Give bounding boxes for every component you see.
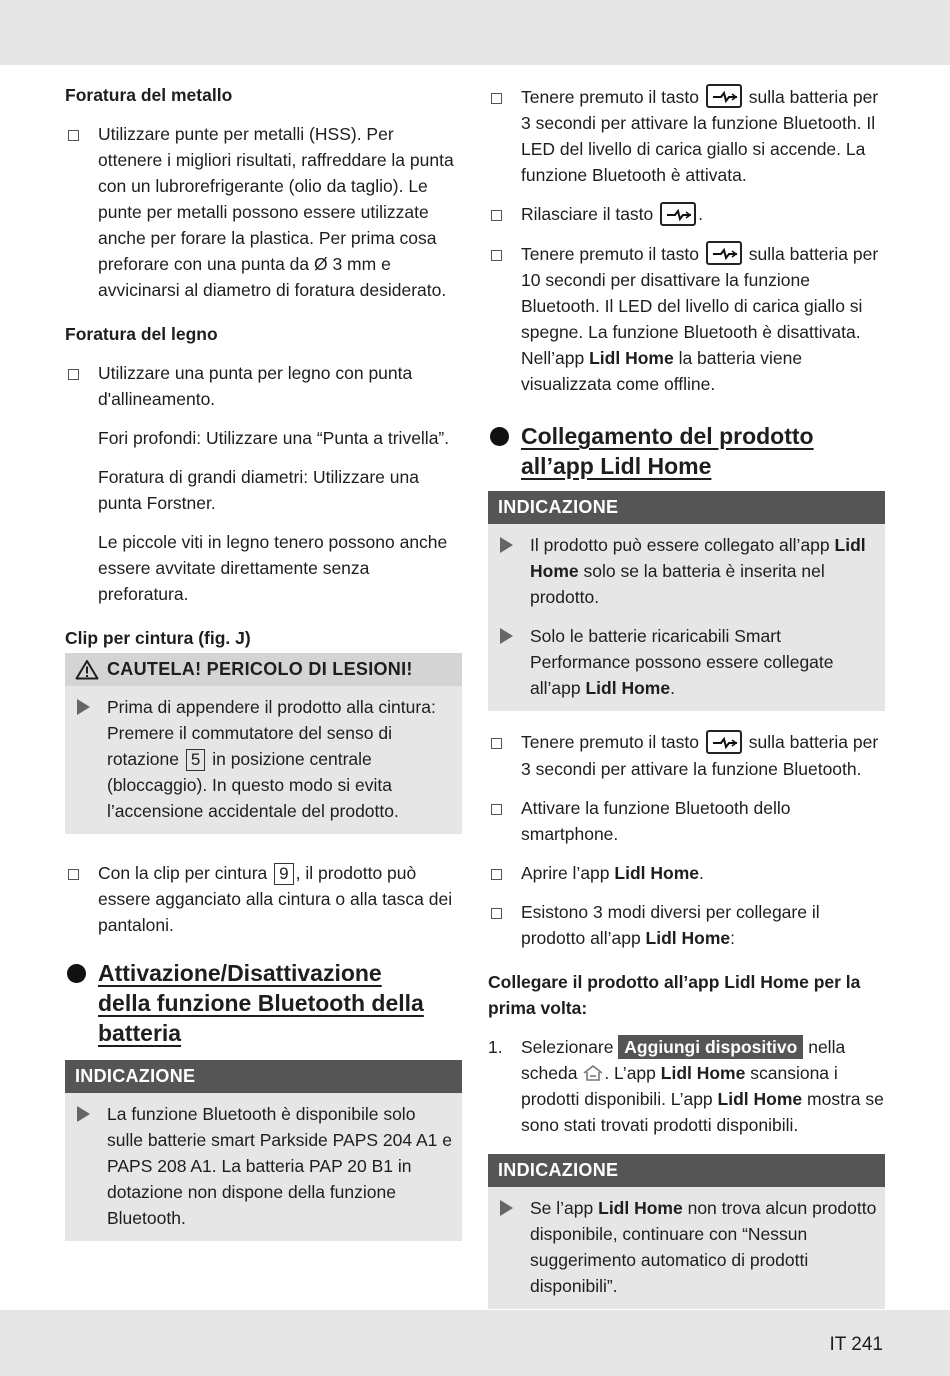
- right-column: [488, 78, 885, 1309]
- checkbox-bullet-icon: [491, 250, 502, 261]
- caution-header: CAUTELA! PERICOLO DI LESIONI!: [65, 653, 462, 686]
- paragraph: Le piccole viti in legno tenero possono anche essere avvitate direttamente senza preforatura.: [98, 532, 448, 604]
- checkbox-bullet-icon: [491, 93, 502, 104]
- checkbox-bullet-icon: [491, 869, 502, 880]
- note-header: INDICAZIONE: [65, 1060, 462, 1093]
- caution-item: Prima di appendere il prodotto alla cintura: Premere il commutatore del senso di rotazione 5 in posizione centrale (bloccaggio). In questo modo si evita l’accensione accidentale del prodotto.: [65, 694, 462, 824]
- list-item: Tenere premuto il tasto sulla batteria per 3 secondi per attivare la funzione Bluetooth. Il LED del livello di carica giallo si accende. La funzione Bluetooth è attivata.: [488, 84, 885, 188]
- battery-button-icon: [706, 84, 742, 108]
- checkbox-bullet-icon: [491, 804, 502, 815]
- battery-button-icon: [706, 730, 742, 754]
- warning-icon: [75, 659, 99, 680]
- wood-heading: Foratura del legno: [65, 324, 218, 344]
- note-box: [65, 1060, 462, 1241]
- header-bar: [0, 0, 950, 65]
- list-item: Con la clip per cintura 9 , il prodotto può essere agganciato alla cintura o alla tasca dei pantaloni.: [65, 860, 462, 938]
- list-item: Tenere premuto il tasto sulla batteria per 3 secondi per attivare la funzione Bluetooth.: [488, 729, 885, 781]
- note-item: Se l’app Lidl Home non trova alcun prodotto disponibile, continuare con “Nessun suggerimento automatico di prodotti disponibili”.: [488, 1195, 885, 1299]
- note-header: INDICAZIONE: [488, 1154, 885, 1187]
- part-number: 9: [274, 863, 293, 885]
- triangle-bullet-icon: [500, 1200, 513, 1216]
- checkbox-bullet-icon: [491, 738, 502, 749]
- paragraph: Foratura di grandi diametri: Utilizzare una punta Forstner.: [98, 467, 419, 513]
- section-title-bluetooth: Attivazione/Disattivazione della funzione Bluetooth della batteria: [65, 958, 462, 1048]
- checkbox-bullet-icon: [491, 908, 502, 919]
- bullet-dot-icon: [490, 427, 509, 446]
- page-number: IT 241: [829, 1334, 883, 1355]
- note-item: Solo le batterie ricaricabili Smart Performance possono essere collegate all’app Lidl Home.: [488, 623, 885, 701]
- connect-heading: Collegare il prodotto all’app Lidl Home per la prima volta:: [488, 971, 861, 1018]
- list-item: Esistono 3 modi diversi per collegare il prodotto all’app Lidl Home:: [488, 899, 885, 951]
- footer-bar: [0, 1310, 950, 1376]
- list-item: Utilizzare una punta per legno con punta d'allineamento.: [65, 360, 462, 412]
- triangle-bullet-icon: [77, 699, 90, 715]
- checkbox-bullet-icon: [491, 210, 502, 221]
- note-box: [488, 1154, 885, 1309]
- section-title-app: Collegamento del prodotto all’app Lidl Home: [488, 421, 885, 481]
- note-header: INDICAZIONE: [488, 491, 885, 524]
- caution-box: [65, 653, 462, 834]
- checkbox-bullet-icon: [68, 130, 79, 141]
- checkbox-bullet-icon: [68, 369, 79, 380]
- triangle-bullet-icon: [500, 537, 513, 553]
- note-item: La funzione Bluetooth è disponibile solo sulle batterie smart Parkside PAPS 204 A1 e PAPS 208 A1. La batteria PAP 20 B1 in dotazione non dispone della funzione Bluetooth.: [65, 1101, 462, 1231]
- paragraph: Fori profondi: Utilizzare una “Punta a trivella”.: [98, 428, 450, 448]
- numbered-step: 1. Selezionare Aggiungi dispositivo nella scheda . L’app Lidl Home scansiona i prodotti disponibili. L’app Lidl Home mostra se sono stati trovati prodotti disponibili.: [488, 1036, 884, 1135]
- clip-heading: Clip per cintura (fig. J): [65, 628, 251, 648]
- list-item: Attivare la funzione Bluetooth dello smartphone.: [488, 795, 885, 847]
- metal-heading: Foratura del metallo: [65, 85, 233, 105]
- list-item: Aprire l’app Lidl Home.: [488, 860, 885, 886]
- list-item: Rilasciare il tasto .: [488, 201, 885, 227]
- bullet-dot-icon: [67, 964, 86, 983]
- triangle-bullet-icon: [77, 1106, 90, 1122]
- add-device-button-label: Aggiungi dispositivo: [618, 1035, 803, 1059]
- part-number: 5: [186, 749, 205, 771]
- checkbox-bullet-icon: [68, 869, 79, 880]
- battery-button-icon: [660, 202, 696, 226]
- note-box: [488, 491, 885, 711]
- battery-button-icon: [706, 241, 742, 265]
- home-icon: [582, 1064, 604, 1082]
- note-item: Il prodotto può essere collegato all’app Lidl Home solo se la batteria è inserita nel prodotto.: [488, 532, 885, 610]
- list-item: Tenere premuto il tasto sulla batteria per 10 secondi per disattivare la funzione Bluetooth. Il LED del livello di carica giallo si spegne. La funzione Bluetooth è disattivata. Nell’app Lidl Home la batteria viene visualizzata come offline.: [488, 241, 885, 397]
- left-column: [65, 78, 462, 1241]
- triangle-bullet-icon: [500, 628, 513, 644]
- list-item: Utilizzare punte per metalli (HSS). Per ottenere i migliori risultati, raffreddare la punta con un lubrorefrigerante (olio da taglio). Le punte per metalli possono essere utilizzate anche per forare la plastica. Per prima cosa preforare con una punta da Ø 3 mm e avvicinarsi al diametro di foratura desiderato.: [65, 121, 462, 303]
